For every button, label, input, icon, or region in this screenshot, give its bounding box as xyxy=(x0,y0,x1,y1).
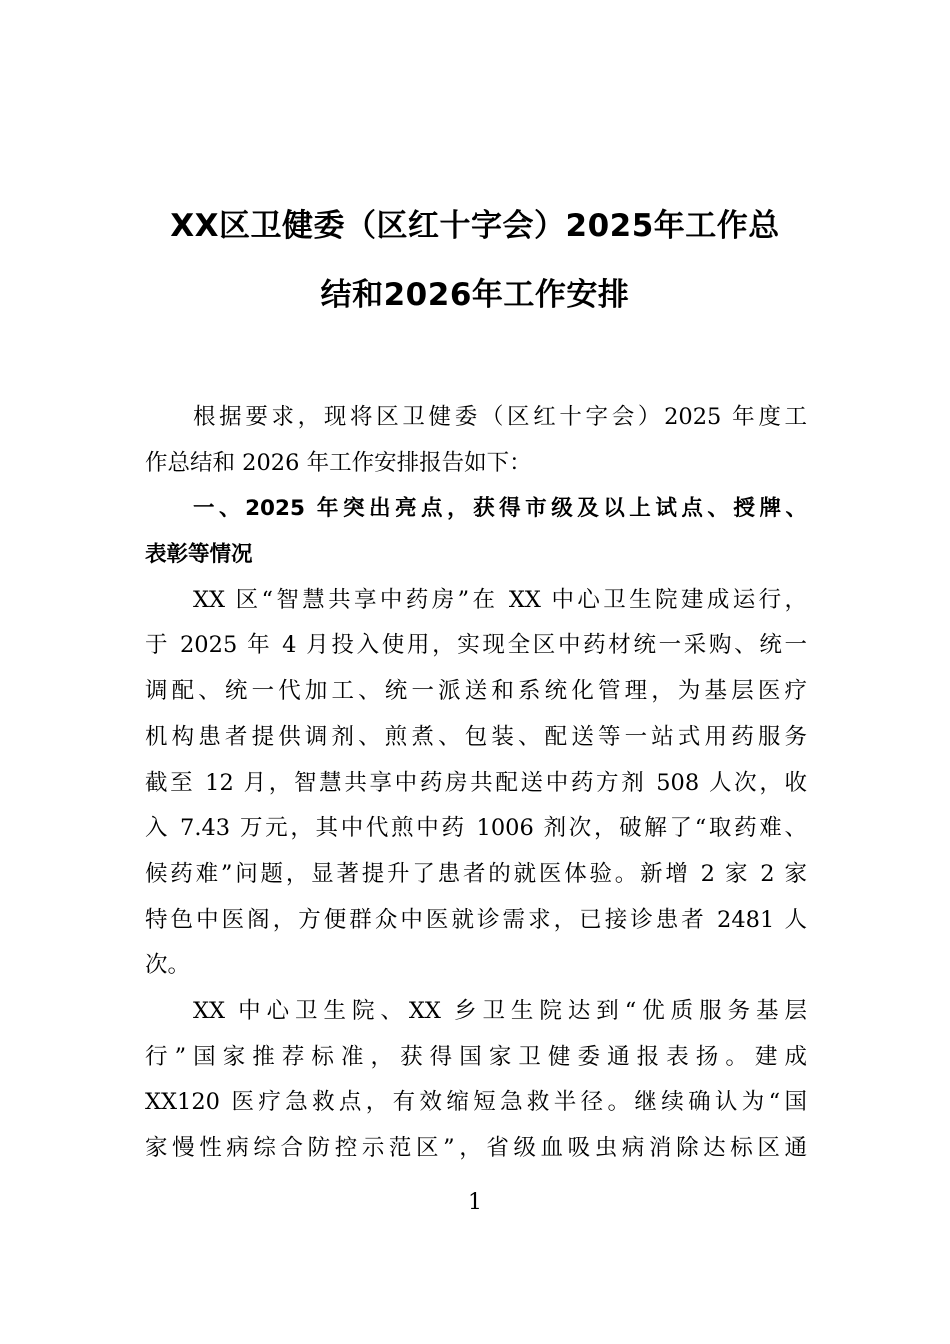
text-line: 入 7.43 万元，其中代煎中药 1006 剂次，破解了“取药难、 xyxy=(145,815,807,842)
paragraph-intro xyxy=(145,395,807,486)
text-line: 家慢性病综合防控示范区”，省级血吸虫病消除达标区通 xyxy=(145,1135,807,1161)
text-line: XX 中心卫生院、XX 乡卫生院达到“优质服务基层 xyxy=(193,997,807,1024)
title-line-1: XX区卫健委（区红十字会）2025年工作总 xyxy=(170,208,780,244)
text-line: 行”国家推荐标准，获得国家卫健委通报表扬。建成 xyxy=(145,1043,807,1070)
text-line: 候药难”问题，显著提升了患者的就医体验。新增 2 家 2 家 xyxy=(145,860,807,887)
text-line: XX 区“智慧共享中药房”在 XX 中心卫生院建成运行， xyxy=(193,586,807,613)
page-number: 1 xyxy=(468,1190,482,1215)
title-line-2: 结和2026年工作安排 xyxy=(320,277,630,313)
text-line: 机构患者提供调剂、煎煮、包装、配送等一站式用药服务 xyxy=(145,723,807,750)
text-line: 作总结和 2026 年工作安排报告如下： xyxy=(145,449,532,476)
text-line: XX120 医疗急救点，有效缩短急救半径。继续确认为“国 xyxy=(145,1089,807,1116)
document-title xyxy=(140,192,810,330)
heading-line: 表彰等情况 xyxy=(145,542,253,568)
paragraph-pharmacy xyxy=(145,578,807,989)
text-line: 特色中医阁，方便群众中医就诊需求，已接诊患者 2481 人 xyxy=(145,906,807,933)
document-body xyxy=(145,395,807,1172)
text-line: 调配、统一代加工、统一派送和系统化管理，为基层医疗 xyxy=(145,678,807,705)
text-line: 截至 12 月，智慧共享中药房共配送中药方剂 508 人次，收 xyxy=(145,769,807,796)
paragraph-health-centers xyxy=(145,989,807,1172)
text-line: 根据要求，现将区卫健委（区红十字会）2025 年度工 xyxy=(193,404,807,430)
text-line: 于 2025 年 4 月投入使用，实现全区中药材统一采购、统一 xyxy=(145,632,807,659)
text-line: 次。 xyxy=(145,952,191,979)
heading-line: 一、2025 年突出亮点，获得市级及以上试点、授牌、 xyxy=(193,496,807,522)
section-heading xyxy=(145,486,807,577)
